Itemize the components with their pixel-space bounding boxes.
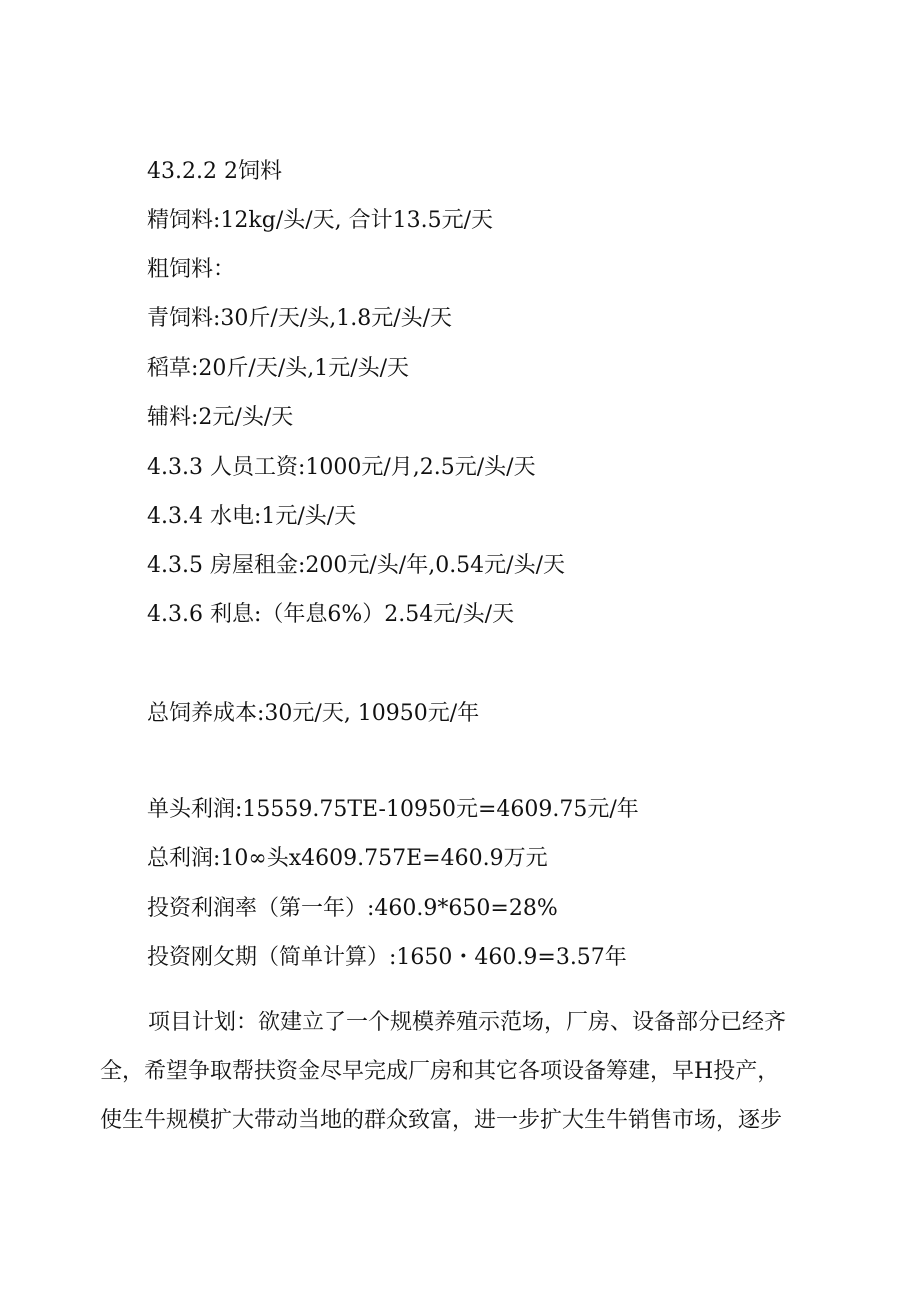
line-unit-profit: 单头利润:15559.75TE-10950元=4609.75元/年 bbox=[147, 797, 639, 822]
line-utilities: 4.3.4 水电:1元/头/天 bbox=[147, 504, 357, 529]
line-total-profit: 总利润:10∞头x4609.757E=460.9万元 bbox=[147, 846, 548, 871]
line-interest: 4.3.6 利息:（年息6%）2.54元/头/天 bbox=[147, 602, 515, 627]
line-concentrate-feed: 精饲料:12kg/头/天, 合计13.5元/天 bbox=[147, 208, 494, 233]
line-roughage: 粗饲料： bbox=[147, 257, 236, 282]
line-straw: 稻草:20斤/天/头,1元/头/天 bbox=[147, 356, 410, 381]
paragraph-line: 使生牛规模扩大带动当地的群众致富，进一步扩大生牛销售市场，逐步 bbox=[100, 1108, 783, 1133]
section-heading-feed: 43.2.2 2饲料 bbox=[147, 159, 282, 184]
paragraph-line: 全，希望争取帮扶资金尽早完成厂房和其它各项设备筹建，早H投产， bbox=[100, 1059, 780, 1084]
paragraph-line: 项目计划：欲建立了一个规模养殖示范场，厂房、设备部分已经齐 bbox=[148, 1010, 787, 1035]
line-green-fodder: 青饲料:30斤/天/头,1.8元/头/天 bbox=[147, 306, 453, 331]
line-roi: 投资利润率（第一年）:460.9*650=28% bbox=[147, 896, 558, 921]
line-rent: 4.3.5 房屋租金:200元/头/年,0.54元/头/天 bbox=[147, 553, 566, 578]
project-plan-paragraph bbox=[100, 998, 830, 1145]
line-payback-period: 投资刚攵期（简单计算）:1650・460.9=3.57年 bbox=[147, 945, 627, 970]
line-staff-wages: 4.3.3 人员工资:1000元/月,2.5元/头/天 bbox=[147, 455, 536, 480]
line-supplement: 辅料:2元/头/天 bbox=[147, 405, 294, 430]
line-total-cost: 总饲养成本:30元/天, 10950元/年 bbox=[147, 701, 480, 726]
